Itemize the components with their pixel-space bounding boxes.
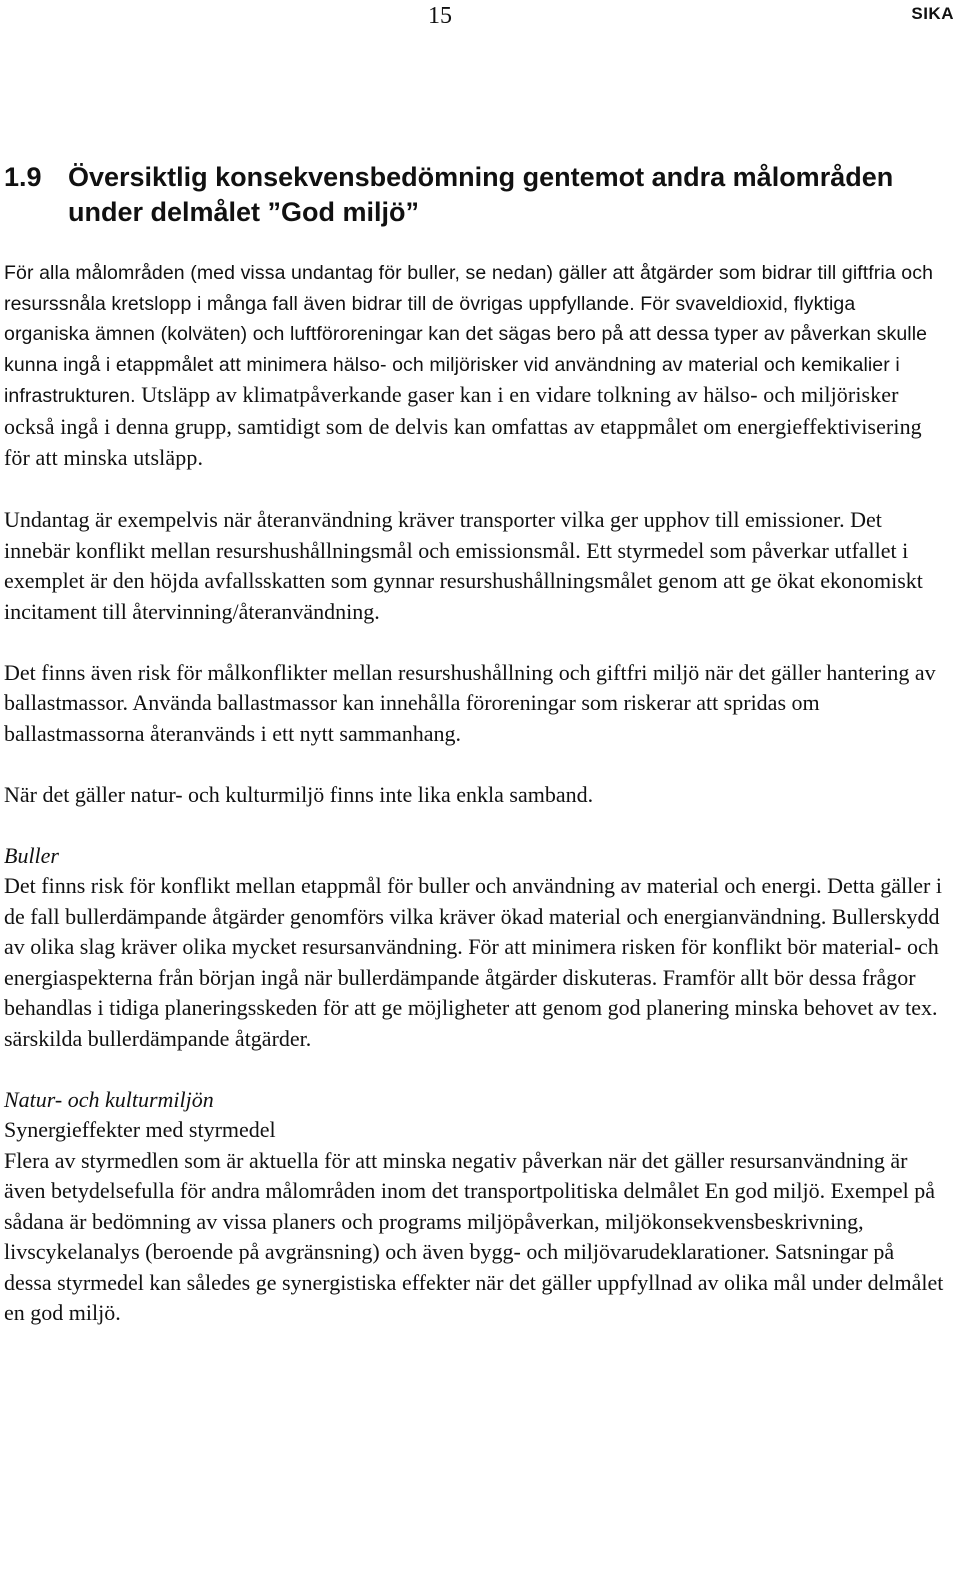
paragraph-intro-serif: Utsläpp av klimatpåverkande gaser kan i en vidare tolkning av hälso- och miljörisker också ingå i denna grupp, samtidigt som de delvis kan omfattas av etappmålet om energieffektivisering för att minska utsläpp.	[4, 382, 922, 470]
paragraph-intro-sans: För alla målområden (med vissa undantag för buller, se nedan) gäller att åtgärder som bidrar till giftfria och resurssnåla kretslopp i många fall även bidrar till de övrigas uppfyllande. För svaveldioxid, flyktiga organiska ämnen (kolväten) och luftföroreningar kan det sägas bero på att dessa typer av påverkan skulle kunna ingå i etappmålet att minimera hälso- och miljörisker vid användning av material och kemikalier i infrastrukturen.	[4, 262, 934, 407]
section-title: Översiktlig konsekvensbedömning gentemot andra målområden under delmålet ”God miljö”	[68, 162, 894, 227]
paragraph-ballast: Det finns även risk för målkonflikter mellan resurshushållning och giftfri miljö när det gäller hantering av ballastmassor. Använda ballastmassor kan innehålla föroreningar som riskerar att spridas om ballastmassorna återanvänds i ett nytt sammanhang.	[4, 659, 936, 746]
document-body	[4, 258, 944, 1329]
paragraph-natur-samband: När det gäller natur- och kulturmiljö finns inte lika enkla samband.	[4, 781, 594, 807]
section-heading	[4, 160, 944, 230]
natur-heading: Natur- och kulturmiljön	[4, 1086, 214, 1112]
page-number: 15	[428, 3, 452, 29]
header-brand: SIKA	[911, 4, 954, 23]
paragraph-natur: Flera av styrmedlen som är aktuella för att minska negativ påverkan när det gäller resursanvändning är även betydelsefulla för andra målområden inom det transportpolitiska delmålet En god miljö. Exempel på sådana är bedömning av vissa planers och programs miljöpåverkan, miljökonsekvensbeskrivning, livscykelanalys (beroende på avgränsning) och även bygg- och miljövarudeklarationer. Satsningar på dessa styrmedel kan således ge synergistiska effekter när det gäller uppfyllnad av olika mål under delmålet en god miljö.	[4, 1147, 944, 1325]
paragraph-exception: Undantag är exempelvis när återanvändning kräver transporter vilka ger upphov till emissioner. Det innebär konflikt mellan resurshushållningsmål och emissionsmål. Ett styrmedel som påverkar utfallet i exemplet är den höjda avfallsskatten som gynnar resurshushållningsmålet genom att ge ökat ekonomiskt incitament till återvinning/återanvändning.	[4, 507, 923, 624]
section-number: 1.9	[4, 162, 42, 192]
paragraph-buller: Det finns risk för konflikt mellan etappmål för buller och användning av material och energi. Detta gäller i de fall bullerdämpande åtgärder genomförs vilka kräver ökad material och energianvändning. Bullerskydd av olika slag kräver olika mycket resursanvändning. För att minimera risken för konflikt bör material- och energiaspekterna från början ingå när bullerdämpande åtgärder diskuteras. Framför allt bör dessa frågor behandlas i tidiga planeringsskeden för att ge möjligheter att genom god planering minska behovet av tex. särskilda bullerdämpande åtgärder.	[4, 873, 942, 1051]
natur-subheading: Synergieffekter med styrmedel	[4, 1117, 276, 1142]
paragraph-intro	[4, 258, 944, 475]
buller-heading: Buller	[4, 842, 59, 868]
